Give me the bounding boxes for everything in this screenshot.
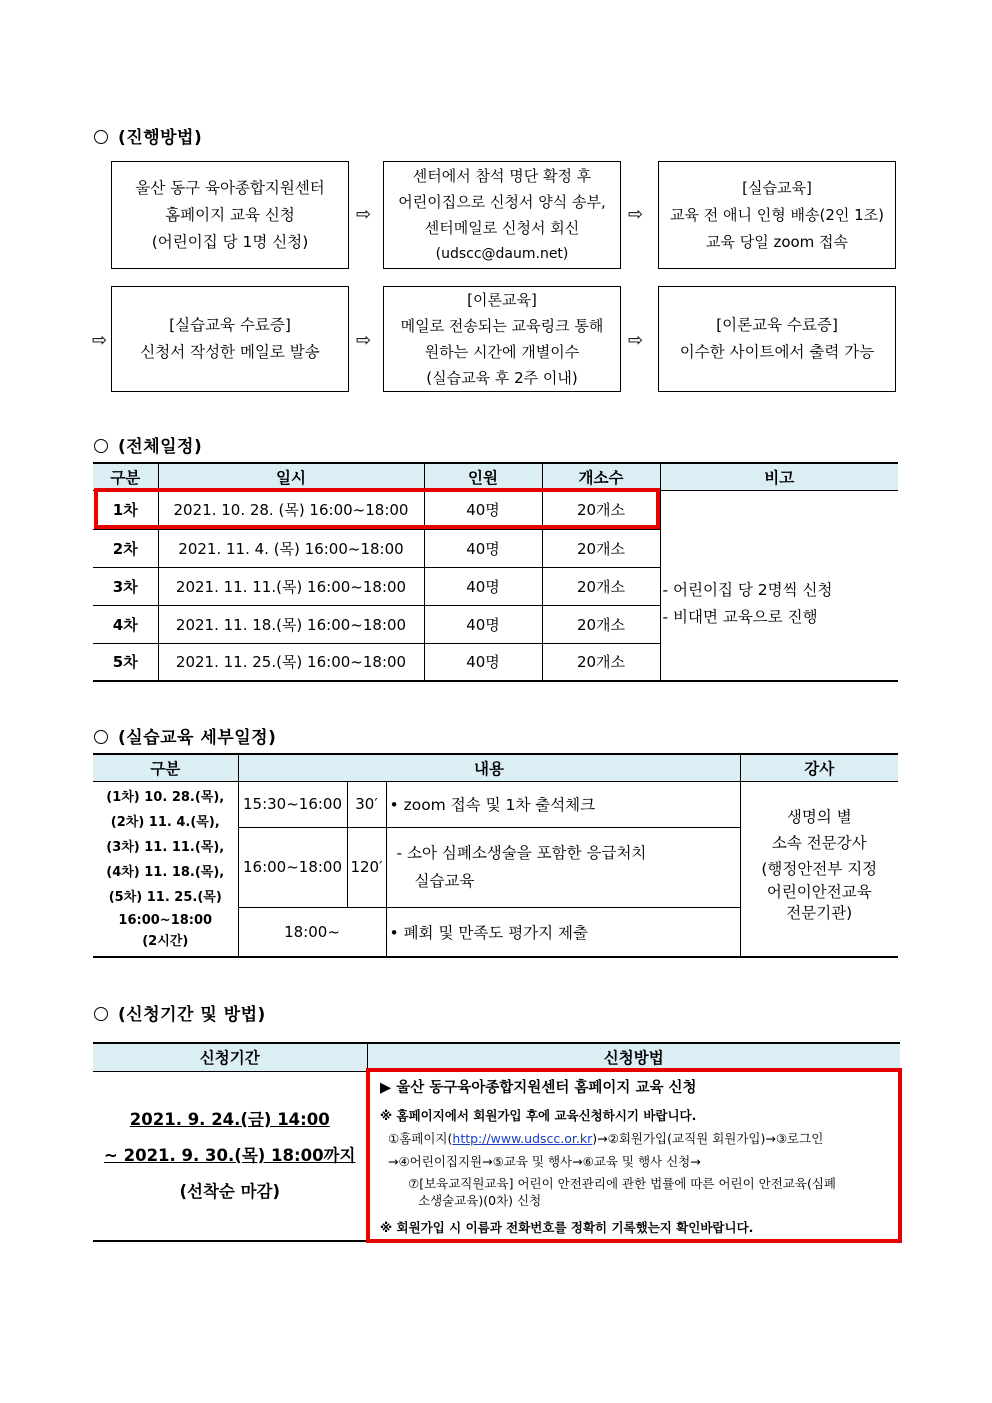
table-row: 4차 2021. 11. 18.(목) 16:00~18:00 40명 20개소 xyxy=(93,605,898,643)
circle-bullet-icon xyxy=(94,439,108,453)
process-step-1: 울산 동구 육아종합지원센터 홈페이지 교육 신청 (어린이집 당 1명 신청) xyxy=(111,161,349,269)
apply-period: 2021. 9. 24.(금) 14:00 ~ 2021. 9. 30.(목) 18:00까지 (선착순 마감) xyxy=(93,1071,367,1241)
section-title-process: (진행방법) xyxy=(94,123,202,148)
highlight-box xyxy=(94,488,660,529)
circle-bullet-icon xyxy=(94,730,108,744)
col-header: 내용 xyxy=(238,754,740,781)
section-title-practice: (실습교육 세부일정) xyxy=(94,723,276,748)
table-row: 5차 2021. 11. 25.(목) 16:00~18:00 40명 20개소 xyxy=(93,643,898,681)
circle-bullet-icon xyxy=(94,130,108,144)
col-header: 개소수 xyxy=(542,463,660,490)
table-row: (1차) 10. 28.(목), (2차) 11. 4.(목), (3차) 11. 11.(목), (4차) 11. 18.(목), (5차) 11. 25.(목) 16:00~18:00 (2시간) 15:30~16:00 30′ • zoom 접속 및 1차 출석체크 생명의 별 소속 전문강사 (행정안전부 지정 어린이안전교육 전문기관) xyxy=(93,781,898,827)
arrow-right-icon: ⇨ xyxy=(356,204,372,225)
col-header: 신청기간 xyxy=(93,1043,367,1071)
table-row: 3차 2021. 11. 11.(목) 16:00~18:00 40명 20개소 xyxy=(93,567,898,605)
schedule-note: - 어린이집 당 2명씩 신청 - 비대면 교육으로 진행 xyxy=(660,490,898,681)
col-header: 구분 xyxy=(93,463,158,490)
process-step-4: [실습교육 수료증] 신청서 작성한 메일로 발송 xyxy=(111,286,349,392)
arrow-right-icon: ⇨ xyxy=(356,330,372,351)
arrow-right-icon: ⇨ xyxy=(628,330,644,351)
process-step-5: [이론교육] 메일로 전송되는 교육링크 통해 원하는 시간에 개별이수 (실습교육 후 2주 이내) xyxy=(383,286,621,392)
table-row: 1차 2021. 10. 28. (목) 16:00~18:00 40명 20개소 - 어린이집 당 2명씩 신청 - 비대면 교육으로 진행 xyxy=(93,490,898,529)
practice-dates: (1차) 10. 28.(목), (2차) 11. 4.(목), (3차) 11. 11.(목), (4차) 11. 18.(목), (5차) 11. 25.(목) 16:00~18:00 (2시간) xyxy=(93,781,238,957)
process-step-2: 센터에서 참석 명단 확정 후 어린이집으로 신청서 양식 송부, 센터메일로 신청서 회신 (udscc@daum.net) xyxy=(383,161,621,269)
circle-bullet-icon xyxy=(94,1007,108,1021)
apply-step-1: ①홈페이지(http://www.udscc.or.kr)→②회원가입(교직원 회원가입)→③로그인 xyxy=(388,1131,824,1146)
arrow-right-icon: ⇨ xyxy=(628,204,644,225)
practice-table xyxy=(93,753,898,958)
col-header: 비고 xyxy=(660,463,898,490)
instructor-cell: 생명의 별 소속 전문강사 (행정안전부 지정 어린이안전교육 전문기관) xyxy=(740,781,898,957)
col-header: 일시 xyxy=(158,463,424,490)
table-row: 16:00~18:00 120′ - 소아 심폐소생술을 포함한 응급처치 실습교육 xyxy=(93,827,898,907)
process-step-6: [이론교육 수료증] 이수한 사이트에서 출력 가능 xyxy=(658,286,896,392)
col-header: 신청방법 xyxy=(367,1043,900,1071)
table-row: 2차 2021. 11. 4. (목) 16:00~18:00 40명 20개소 xyxy=(93,529,898,567)
practice-content: - 소아 심폐소생술을 포함한 응급처치 실습교육 xyxy=(386,827,740,907)
table-row: 18:00~ • 폐회 및 만족도 평가지 제출 xyxy=(93,907,898,957)
section-title-apply: (신청기간 및 방법) xyxy=(94,1000,266,1025)
col-header: 인원 xyxy=(424,463,542,490)
col-header: 구분 xyxy=(93,754,238,781)
col-header: 강사 xyxy=(740,754,898,781)
apply-method-box: ▶ 울산 동구육아종합지원센터 홈페이지 교육 신청 ※ 홈페이지에서 회원가입 후에 교육신청하시기 바랍니다. ①홈페이지(http://www.udscc.or.kr)→②회원가입(교직원 회원가입)→③로그인 →④어린이집지원→⑤교육 및 행사→⑥교육 및 행사 신청→ ⑦[보육교직원교육] 어린이 안전관리에 관한 법률에 따른 어린이 안전교육(심폐 소생술교육)(0차) 신청 ※ 회원가입 시 이름과 전화번호를 정확히 기록했는지 확인바랍니다. xyxy=(366,1068,902,1243)
homepage-link[interactable]: http://www.udscc.or.kr xyxy=(452,1131,593,1146)
arrow-right-icon: ⇨ xyxy=(92,330,108,351)
section-title-schedule: (전체일정) xyxy=(94,432,202,457)
process-step-3: [실습교육] 교육 전 애니 인형 배송(2인 1조) 교육 당일 zoom 접속 xyxy=(658,161,896,269)
